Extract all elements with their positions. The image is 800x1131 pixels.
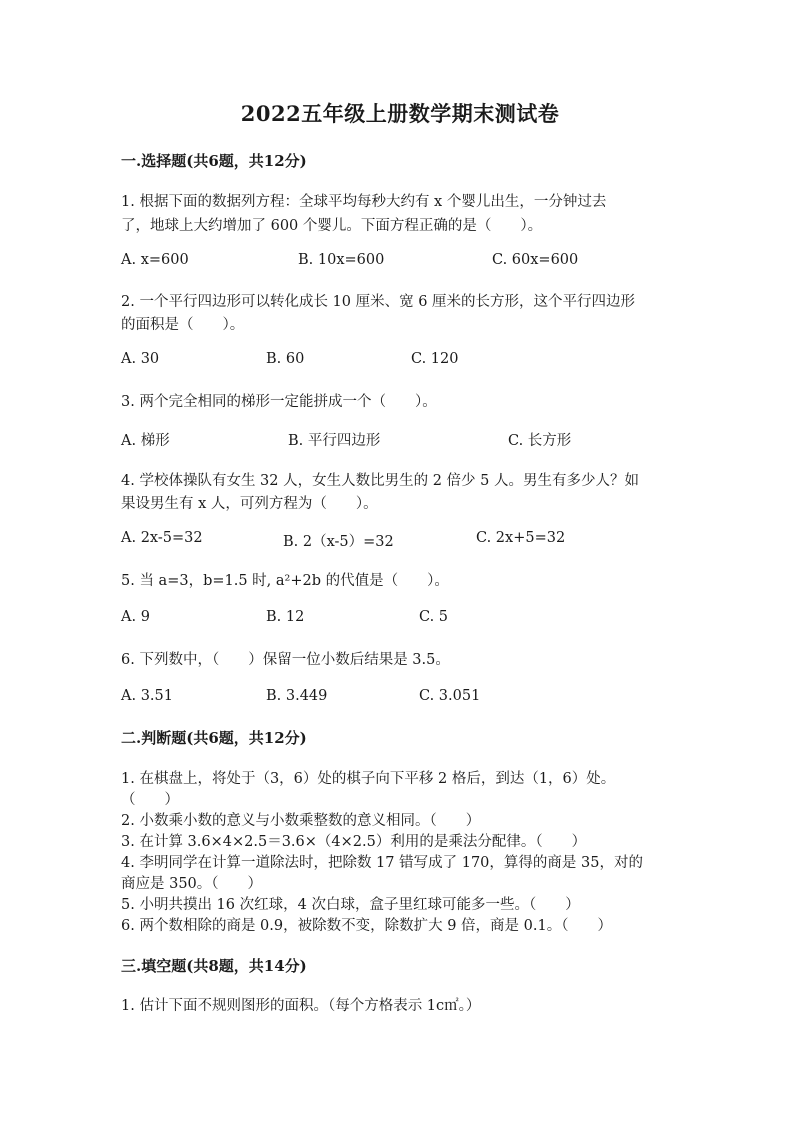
question-line: 4. 学校体操队有女生 32 人，女生人数比男生的 2 倍少 5 人。男生有多少人？如 (121, 473, 639, 489)
judgement-line: 4. 李明同学在计算一道除法时，把除数 17 错写成了 170，算得的商是 35，对的 (121, 855, 643, 871)
option-b: B. 平行四边形 (288, 433, 381, 449)
option-c: C. 长方形 (508, 433, 572, 449)
question-line: 果设男生有 x 人，可列方程为（ ）。 (121, 496, 378, 512)
judgement-line: 2. 小数乘小数的意义与小数乘整数的意义相同。（ ） (121, 813, 481, 829)
question-line: 2. 一个平行四边形可以转化成长 10 厘米、宽 6 厘米的长方形，这个平行四边形 (121, 294, 636, 310)
option-a: A. 3.51 (121, 688, 173, 704)
question-line: 的面积是（ ）。 (121, 317, 245, 333)
question-line: 6. 下列数中，（ ）保留一位小数后结果是 3.5。 (121, 652, 450, 668)
option-a: A. 9 (121, 609, 150, 625)
judgement-line: 6. 两个数相除的商是 0.9，被除数不变，除数扩大 9 倍，商是 0.1。（ ） (121, 918, 612, 934)
option-a: A. x=600 (121, 252, 189, 268)
option-c: C. 2x+5=32 (476, 530, 566, 546)
section-heading-judgement: 二.判断题(共6题，共12分) (121, 729, 307, 747)
option-b: B. 3.449 (266, 688, 328, 704)
section-heading-choice: 一.选择题(共6题，共12分) (121, 152, 307, 170)
option-b: B. 10x=600 (298, 252, 385, 268)
option-b: B. 2（x-5）=32 (283, 534, 394, 550)
option-c: C. 5 (419, 609, 449, 625)
option-c: C. 120 (411, 351, 459, 367)
option-a: A. 2x-5=32 (121, 530, 203, 546)
section-heading-fill-blank: 三.填空题(共8题，共14分) (121, 957, 307, 975)
judgement-line: 1. 在棋盘上，将处于（3，6）处的棋子向下平移 2 格后，到达（1，6）处。 (121, 771, 616, 787)
option-c: C. 3.051 (419, 688, 481, 704)
judgement-line: 3. 在计算 3.6×4×2.5＝3.6×（4×2.5）利用的是乘法分配律。（ ） (121, 834, 587, 850)
question-line: 了，地球上大约增加了 600 个婴儿。下面方程正确的是（ ）。 (121, 218, 543, 234)
option-a: A. 30 (121, 351, 160, 367)
judgement-line: 商应是 350。（ ） (121, 876, 263, 892)
judgement-line: 5. 小明共摸出 16 次红球，4 次白球，盒子里红球可能多一些。（ ） (121, 897, 580, 913)
option-a: A. 梯形 (121, 433, 170, 449)
option-c: C. 60x=600 (492, 252, 579, 268)
question-line: 1. 根据下面的数据列方程：全球平均每秒大约有 x 个婴儿出生，一分钟过去 (121, 194, 607, 210)
option-b: B. 60 (266, 351, 305, 367)
question-line: 3. 两个完全相同的梯形一定能拼成一个（ ）。 (121, 394, 437, 410)
question-line: 1. 估计下面不规则图形的面积。（每个方格表示 1c㎡。） (121, 998, 481, 1014)
question-line: 5. 当 a=3，b=1.5 时, a²+2b 的代值是（ ）。 (121, 573, 449, 589)
exam-title: 2022五年级上册数学期末测试卷 (240, 101, 560, 126)
judgement-line: （ ） (121, 792, 179, 808)
option-b: B. 12 (266, 609, 305, 625)
